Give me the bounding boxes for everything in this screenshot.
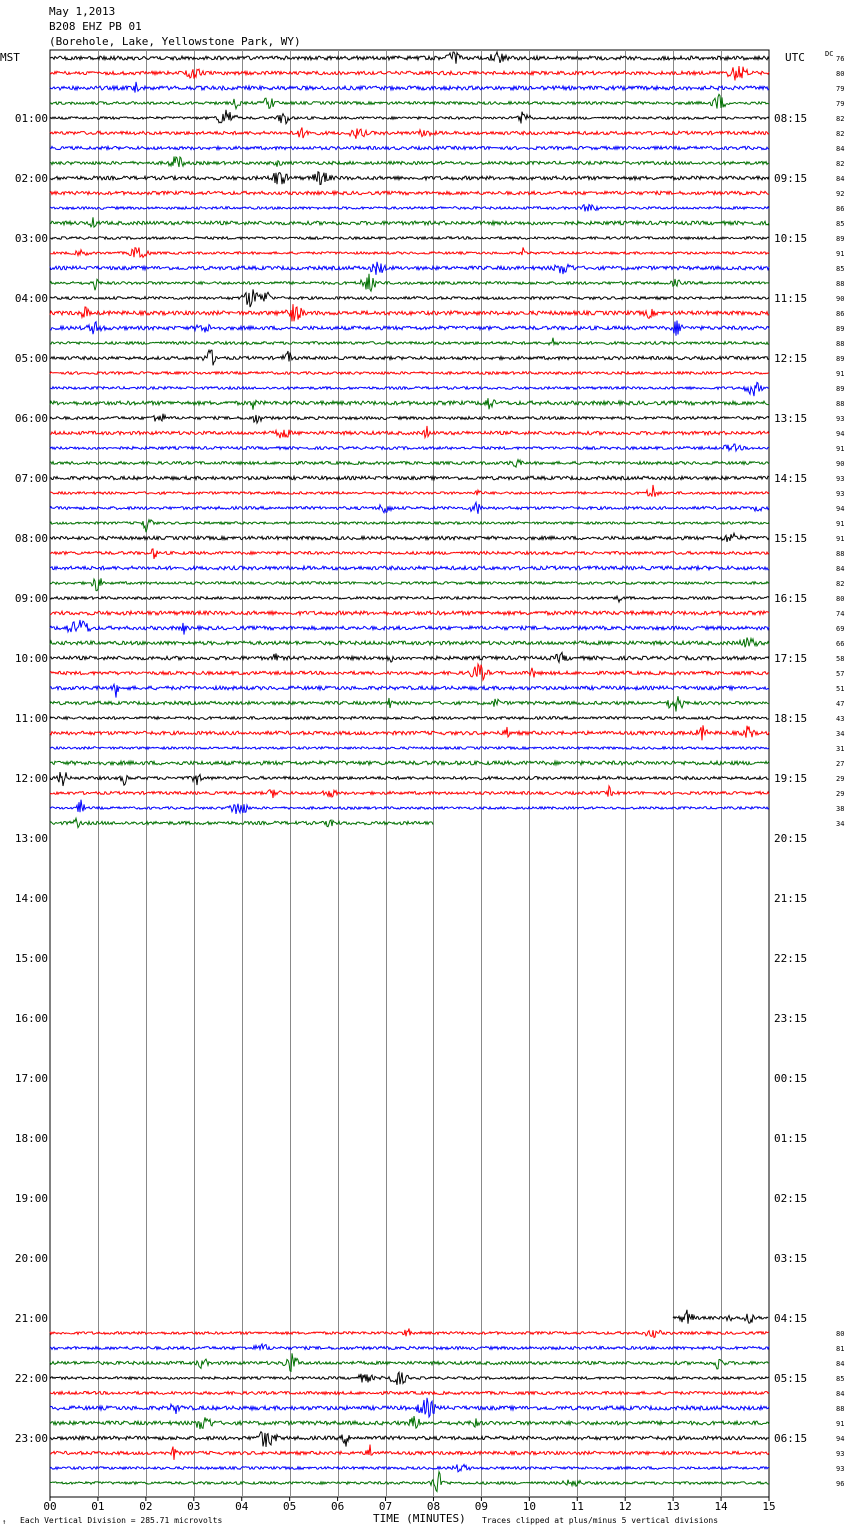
trace-line: [50, 502, 769, 513]
date-label: May 1,2013: [49, 5, 116, 18]
left-hour-label: 14:00: [14, 892, 48, 905]
left-hour-label: 08:00: [14, 532, 48, 545]
dc-value: 93: [836, 490, 845, 498]
dc-value: 88: [836, 550, 845, 558]
trace-line: [50, 94, 769, 108]
right-hour-label: 08:15: [774, 112, 808, 125]
dc-value: 27: [836, 760, 845, 768]
trace-line: [50, 414, 769, 423]
x-tick-label: 09: [474, 1500, 489, 1513]
trace-line: [50, 128, 769, 139]
dc-value: 82: [836, 115, 845, 123]
vertical-division-note: Each Vertical Division = 285.71 microvolts: [20, 1516, 223, 1525]
dc-value: 94: [836, 430, 845, 438]
trace-line: [50, 274, 769, 291]
trace-line: [50, 66, 769, 80]
dc-value: 93: [836, 475, 845, 483]
dc-label: DC: [825, 50, 834, 58]
right-hour-label: 00:15: [774, 1072, 808, 1085]
left-hour-label: 10:00: [14, 652, 48, 665]
right-hour-label: 13:15: [774, 412, 808, 425]
dc-value: 29: [836, 775, 845, 783]
x-tick-label: 13: [666, 1500, 680, 1513]
trace-line: [50, 1472, 769, 1492]
right-hour-label: 14:15: [774, 472, 808, 485]
trace-line: [50, 611, 769, 615]
right-hour-label: 18:15: [774, 712, 808, 725]
left-hour-label: 13:00: [14, 832, 48, 845]
left-hour-label: 17:00: [14, 1072, 48, 1085]
trace-line: [50, 460, 769, 468]
left-hour-label: 04:00: [14, 292, 48, 305]
right-hour-label: 15:15: [774, 532, 808, 545]
dc-value: 89: [836, 235, 845, 243]
dc-value: 89: [836, 325, 845, 333]
trace-line: [50, 620, 769, 635]
clip-note: Traces clipped at plus/minus 5 vertical divisions: [482, 1516, 719, 1525]
trace-line: [50, 1398, 769, 1417]
dc-value: 79: [836, 85, 845, 93]
trace-line: [50, 1372, 769, 1385]
dc-value: 91: [836, 445, 845, 453]
x-tick-label: 14: [714, 1500, 728, 1513]
trace-line: [50, 289, 769, 307]
dc-value: 89: [836, 355, 845, 363]
trace-line: [50, 426, 769, 438]
dc-value: 91: [836, 1420, 845, 1428]
trace-line: [50, 696, 769, 711]
left-hour-label: 21:00: [14, 1312, 48, 1325]
right-hour-label: 20:15: [774, 832, 808, 845]
left-hour-label: 06:00: [14, 412, 48, 425]
dc-value: 91: [836, 535, 845, 543]
trace-line: [50, 1329, 769, 1338]
dc-value: 58: [836, 655, 845, 663]
trace-line: [50, 172, 769, 185]
trace-line: [50, 110, 769, 124]
dc-value: 82: [836, 160, 845, 168]
trace-line: [50, 684, 769, 697]
trace-line: [50, 444, 769, 451]
dc-value: 47: [836, 700, 845, 708]
left-hour-label: 16:00: [14, 1012, 48, 1025]
dc-value: 86: [836, 310, 845, 318]
x-tick-label: 03: [187, 1500, 201, 1513]
right-hour-label: 10:15: [774, 232, 808, 245]
dc-value: 84: [836, 565, 845, 573]
station-label: B208 EHZ PB 01: [49, 20, 142, 33]
trace-line: [50, 217, 769, 227]
dc-value: 88: [836, 340, 845, 348]
trace-line: [50, 205, 769, 212]
x-tick-label: 05: [283, 1500, 297, 1513]
right-hour-label: 11:15: [774, 292, 808, 305]
trace-line: [50, 1353, 769, 1371]
dc-value: 29: [836, 790, 845, 798]
dc-value: 86: [836, 205, 845, 213]
trace-line: [50, 350, 769, 365]
trace-line: [673, 1310, 768, 1324]
dc-value: 74: [836, 610, 845, 618]
right-timezone-label: UTC: [785, 51, 805, 64]
trace-line: [50, 761, 769, 765]
x-tick-label: 11: [570, 1500, 584, 1513]
right-hour-label: 23:15: [774, 1012, 808, 1025]
dc-value: 84: [836, 145, 845, 153]
left-hour-label: 19:00: [14, 1192, 48, 1205]
dc-value: 88: [836, 400, 845, 408]
trace-line: [50, 566, 769, 570]
dc-value: 85: [836, 220, 845, 228]
trace-line: [50, 146, 769, 149]
left-hour-label: 15:00: [14, 952, 48, 965]
right-hour-label: 09:15: [774, 172, 808, 185]
dc-value: 85: [836, 265, 845, 273]
left-hour-label: 03:00: [14, 232, 48, 245]
trace-line: [50, 304, 769, 321]
dc-value: 89: [836, 385, 845, 393]
dc-value: 96: [836, 1480, 845, 1488]
dc-value: 93: [836, 415, 845, 423]
left-hour-label: 22:00: [14, 1372, 48, 1385]
x-tick-label: 04: [235, 1500, 249, 1513]
trace-line: [50, 1432, 769, 1447]
trace-line: [50, 652, 769, 662]
seismic-traces: [50, 52, 769, 1492]
dc-value: 66: [836, 640, 845, 648]
trace-line: [50, 485, 769, 497]
right-hour-label: 21:15: [774, 892, 808, 905]
trace-line: [50, 772, 769, 786]
dc-value: 84: [836, 1390, 845, 1398]
trace-line: [50, 157, 769, 168]
dc-value: 90: [836, 460, 845, 468]
x-tick-label: 00: [43, 1500, 57, 1513]
dc-value: 81: [836, 1345, 845, 1353]
left-hour-label: 02:00: [14, 172, 48, 185]
dc-value: 79: [836, 100, 845, 108]
trace-line: [50, 800, 769, 814]
dc-value: 90: [836, 295, 845, 303]
dc-value: 88: [836, 1405, 845, 1413]
left-timezone-label: MST: [0, 51, 20, 64]
trace-line: [50, 549, 769, 559]
footer-mark: ↑: [2, 1518, 7, 1526]
left-hour-label: 12:00: [14, 772, 48, 785]
dc-value: 85: [836, 1375, 845, 1383]
dc-value: 43: [836, 715, 845, 723]
dc-value: 51: [836, 685, 845, 693]
x-tick-label: 10: [522, 1500, 536, 1513]
dc-value: 94: [836, 505, 845, 513]
trace-line: [50, 520, 769, 532]
trace-line: [50, 664, 769, 680]
dc-value: 91: [836, 520, 845, 528]
x-tick-label: 06: [330, 1500, 345, 1513]
dc-value: 84: [836, 175, 845, 183]
left-hour-label: 07:00: [14, 472, 48, 485]
dc-value: 34: [836, 730, 845, 738]
trace-line: [50, 382, 769, 396]
right-hour-label: 16:15: [774, 592, 808, 605]
dc-value: 76: [836, 55, 845, 63]
right-hour-label: 06:15: [774, 1432, 808, 1445]
dc-value: 57: [836, 670, 845, 678]
dc-value: 34: [836, 820, 845, 828]
x-axis-title: TIME (MINUTES): [373, 1512, 466, 1525]
dc-value: 91: [836, 250, 845, 258]
trace-line: [50, 191, 769, 194]
dc-value: 31: [836, 745, 845, 753]
left-hour-label: 20:00: [14, 1252, 48, 1265]
right-hour-label: 05:15: [774, 1372, 808, 1385]
trace-line: [50, 578, 769, 590]
dc-value: 88: [836, 280, 845, 288]
dc-value: 69: [836, 625, 845, 633]
dc-value: 82: [836, 580, 845, 588]
trace-line: [50, 1416, 769, 1429]
dc-value: 38: [836, 805, 845, 813]
trace-line: [50, 717, 769, 720]
trace-line: [50, 725, 769, 740]
trace-line: [50, 818, 433, 827]
left-hour-label: 18:00: [14, 1132, 48, 1145]
dc-value: 80: [836, 70, 845, 78]
x-tick-label: 08: [426, 1500, 441, 1513]
dc-value: 94: [836, 1435, 845, 1443]
left-hour-label: 05:00: [14, 352, 48, 365]
right-hour-label: 01:15: [774, 1132, 808, 1145]
trace-line: [50, 533, 769, 542]
left-hour-label: 09:00: [14, 592, 48, 605]
dc-value: 80: [836, 1330, 845, 1338]
dc-value: 92: [836, 190, 845, 198]
left-hour-label: 01:00: [14, 112, 48, 125]
trace-line: [50, 237, 769, 240]
x-tick-label: 12: [618, 1500, 632, 1513]
trace-line: [50, 321, 769, 336]
location-label: (Borehole, Lake, Yellowstone Park, WY): [49, 35, 301, 48]
trace-line: [50, 82, 769, 93]
x-tick-label: 01: [91, 1500, 105, 1513]
trace-line: [50, 476, 769, 480]
right-hour-label: 12:15: [774, 352, 808, 365]
right-hour-label: 19:15: [774, 772, 808, 785]
trace-line: [50, 747, 769, 749]
trace-line: [50, 338, 769, 345]
trace-line: [50, 1392, 769, 1395]
trace-line: [50, 398, 769, 410]
trace-line: [50, 52, 769, 64]
x-tick-label: 15: [762, 1500, 776, 1513]
trace-line: [50, 1465, 769, 1472]
x-tick-label: 02: [139, 1500, 153, 1513]
dc-value: 80: [836, 595, 845, 603]
trace-line: [50, 638, 769, 648]
trace-line: [50, 372, 769, 375]
right-hour-label: 04:15: [774, 1312, 808, 1325]
left-hour-label: 11:00: [14, 712, 48, 725]
right-hour-label: 03:15: [774, 1252, 808, 1265]
axis-labels: [0, 50, 844, 1526]
dc-value: 91: [836, 370, 845, 378]
right-hour-label: 02:15: [774, 1192, 808, 1205]
trace-line: [50, 262, 769, 275]
dc-value: 84: [836, 1360, 845, 1368]
right-hour-label: 22:15: [774, 952, 808, 965]
dc-value: 82: [836, 130, 845, 138]
dc-value: 93: [836, 1465, 845, 1473]
trace-line: [50, 786, 769, 798]
trace-line: [50, 1445, 769, 1460]
right-hour-label: 17:15: [774, 652, 808, 665]
left-hour-label: 23:00: [14, 1432, 48, 1445]
dc-value: 93: [836, 1450, 845, 1458]
trace-line: [50, 247, 769, 257]
x-tick-label: 07: [378, 1500, 393, 1513]
trace-line: [50, 1344, 769, 1350]
trace-line: [50, 596, 769, 602]
